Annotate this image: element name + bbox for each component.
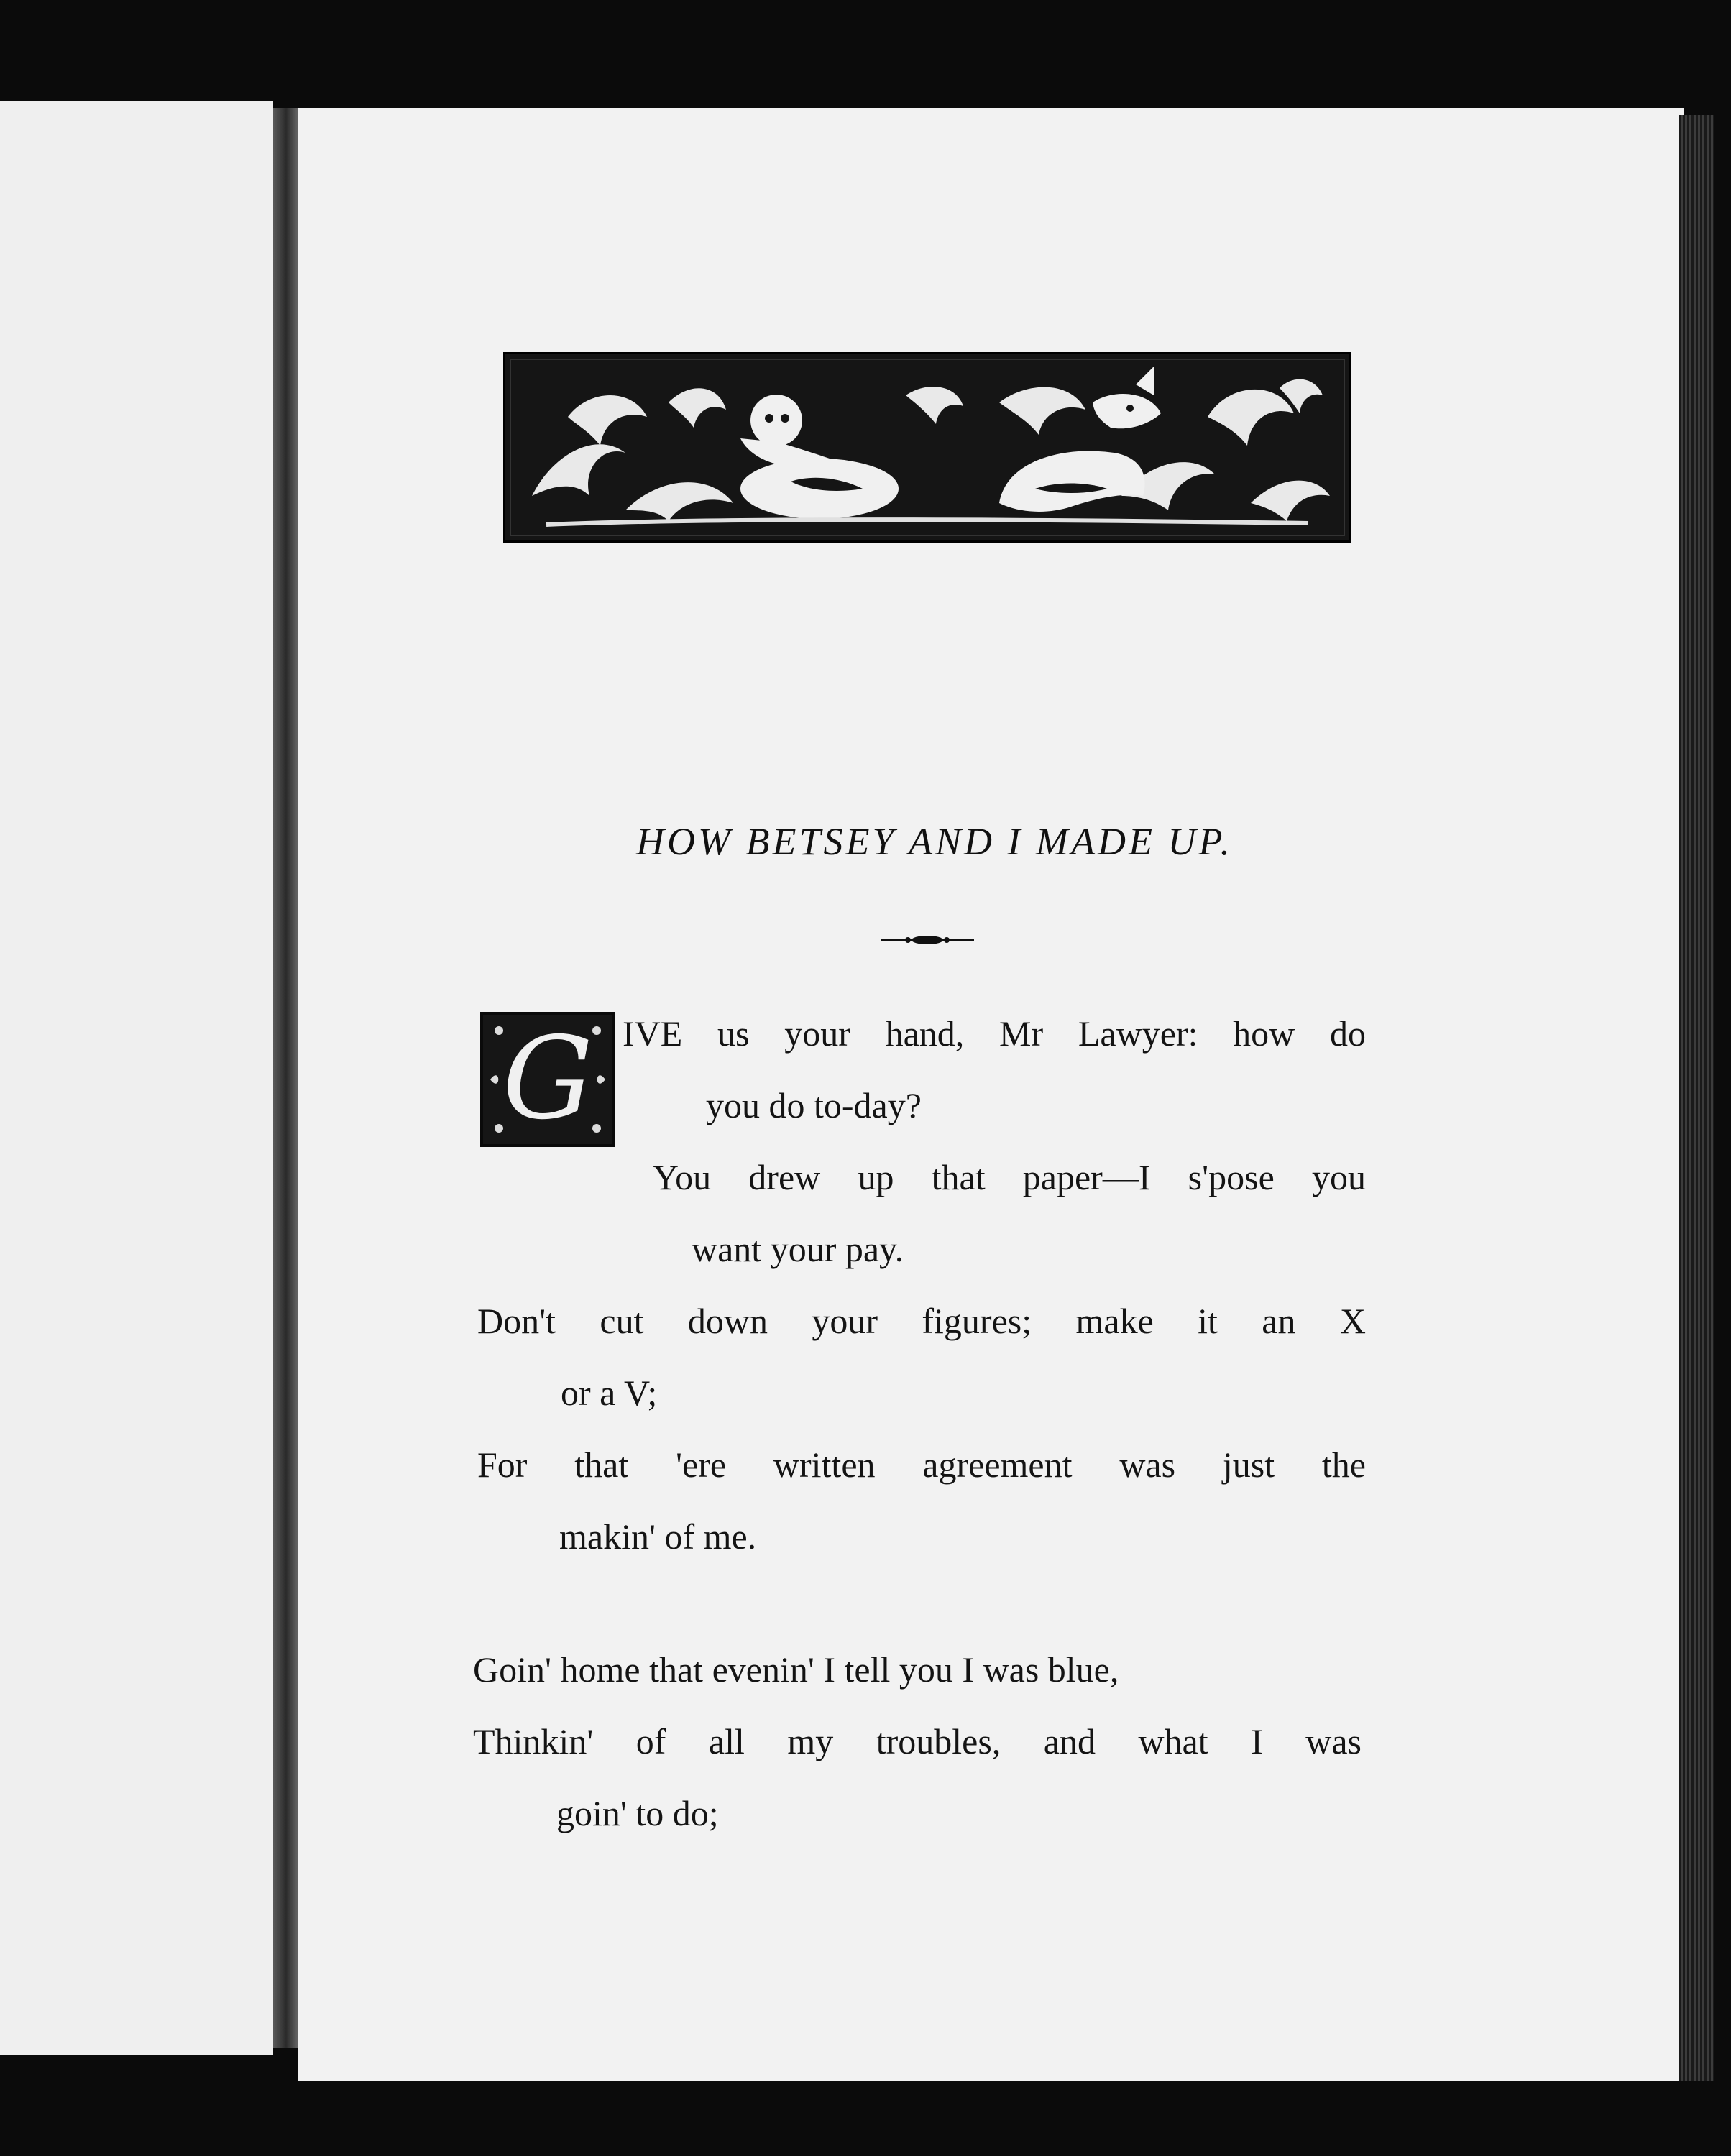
page-edges [1679, 115, 1714, 2081]
poem-line: Goin' home that evenin' I tell you I was blue, [473, 1649, 1119, 1690]
title-ornament [881, 933, 974, 947]
poem-line: Thinkin' of all my troubles, and what I was [473, 1721, 1362, 1761]
left-page [0, 101, 273, 2055]
poem-line: goin' to do; [556, 1793, 719, 1833]
poem-line: You drew up that paper—I s'pose you [653, 1157, 1366, 1197]
poem-line: makin' of me. [559, 1516, 757, 1557]
drop-cap [480, 1012, 615, 1147]
book-gutter [273, 108, 302, 2048]
poem-line: want your pay. [692, 1229, 904, 1269]
poem-title: HOW BETSEY AND I MADE UP. [636, 820, 1233, 863]
poem-line: For that 'ere written agreement was just the [477, 1445, 1366, 1485]
poem-line: or a V; [561, 1373, 658, 1413]
poem-line: you do to-day? [706, 1085, 922, 1125]
decorative-headpiece [503, 352, 1351, 543]
poem-line: IVE us your hand, Mr Lawyer: how do [623, 1013, 1366, 1054]
drop-cap-letter: G [502, 1013, 594, 1145]
poem-line: Don't cut down your figures; make it an X [477, 1301, 1366, 1341]
